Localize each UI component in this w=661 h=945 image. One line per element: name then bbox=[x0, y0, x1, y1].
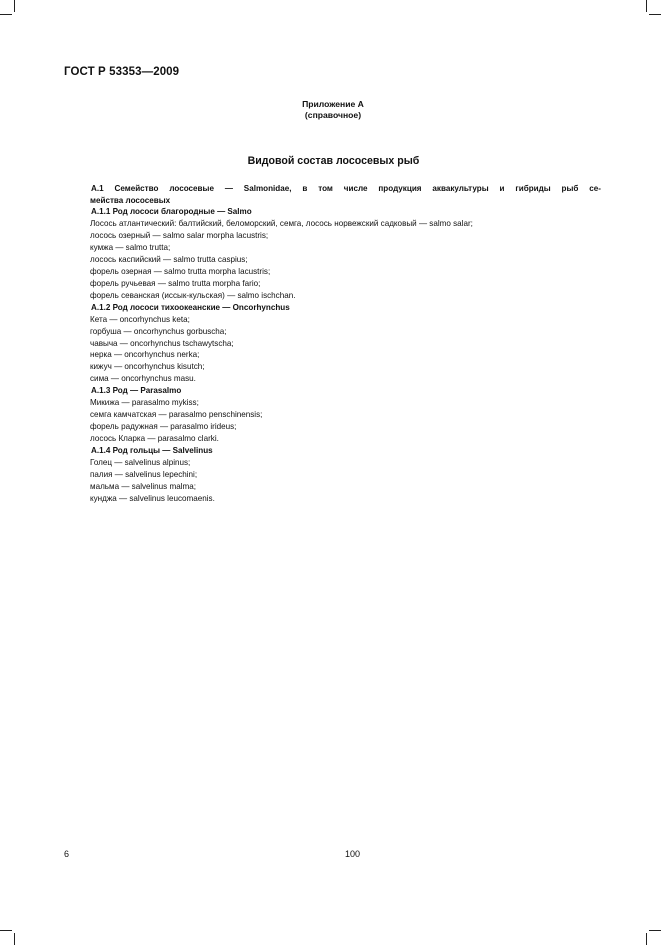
genera-list bbox=[91, 206, 601, 504]
section-a1-line1: А.1 Семейство лососевые — Salmonidae, в том числе продукция аквакультуры и гибриды рыб се- bbox=[91, 184, 601, 193]
species-entry: нерка — oncorhynchus nerka; bbox=[90, 350, 200, 360]
crop-mark bbox=[646, 933, 647, 945]
genus-heading: А.1.4 Род гольцы — Salvelinus bbox=[91, 445, 213, 455]
genus-heading: А.1.2 Род лососи тихоокеанские — Oncorhynchus bbox=[91, 302, 290, 312]
species-entry: чавыча — oncorhynchus tschawytscha; bbox=[90, 338, 234, 348]
crop-mark bbox=[0, 14, 12, 15]
species-entry: кунджа — salvelinus leucomaenis. bbox=[90, 493, 215, 503]
appendix-note: (справочное) bbox=[304, 110, 362, 120]
section-a1-heading bbox=[91, 183, 601, 206]
species-entry: лосось каспийский — salmo trutta caspius; bbox=[90, 255, 248, 264]
species-entry: кумжа — salmo trutta; bbox=[90, 243, 171, 253]
crop-mark bbox=[646, 0, 647, 12]
crop-mark bbox=[649, 14, 661, 15]
crop-mark bbox=[649, 930, 661, 931]
crop-mark bbox=[14, 933, 15, 945]
page-number-left: 6 bbox=[64, 849, 70, 859]
species-entry: форель озерная — salmo trutta morpha lacustris; bbox=[90, 266, 271, 276]
document-body bbox=[91, 183, 601, 505]
species-entry: лосось Кларка — parasalmo clarki. bbox=[90, 433, 219, 443]
species-entry: палия — salvelinus lepechini; bbox=[90, 469, 198, 479]
genus-heading: А.1.3 Род — Parasalmo bbox=[91, 386, 182, 396]
appendix-heading bbox=[0, 99, 661, 121]
document-code: ГОСТ Р 53353—2009 bbox=[64, 66, 180, 78]
species-entry: форель радужная — parasalmo irideus; bbox=[90, 422, 237, 432]
appendix-label: Приложение А bbox=[302, 99, 364, 109]
page-number-center: 100 bbox=[344, 849, 361, 859]
genus-heading: А.1.1 Род лососи благородные — Salmo bbox=[91, 207, 252, 217]
crop-mark bbox=[0, 930, 12, 931]
crop-mark bbox=[14, 0, 15, 12]
species-entry: мальма — salvelinus malma; bbox=[90, 481, 196, 491]
species-entry: лосось озерный — salmo salar morpha lacustris; bbox=[90, 231, 269, 241]
species-entry: семга камчатская — parasalmo penschinensis; bbox=[90, 410, 263, 420]
species-entry: кижуч — oncorhynchus kisutch; bbox=[90, 362, 205, 372]
section-a1-line2: мейства лососевых bbox=[90, 195, 171, 205]
species-entry: сима — oncorhynchus masu. bbox=[90, 374, 196, 384]
species-entry: Голец — salvelinus alpinus; bbox=[90, 457, 191, 467]
page-title: Видовой состав лососевых рыб bbox=[247, 155, 420, 167]
species-entry: Лосось атлантический: балтийский, беломорский, семга, лосось норвежский садковый — salmo salar; bbox=[90, 219, 473, 229]
species-entry: форель ручьевая — salmo trutta morpha fario; bbox=[90, 278, 261, 288]
species-entry: Микижа — parasalmo mykiss; bbox=[90, 398, 199, 408]
species-entry: горбуша — oncorhynchus gorbuscha; bbox=[90, 326, 227, 336]
species-entry: Кета — oncorhynchus keta; bbox=[90, 314, 190, 324]
species-entry: форель севанская (иссык-кульская) — salmo ischchan. bbox=[90, 290, 296, 300]
